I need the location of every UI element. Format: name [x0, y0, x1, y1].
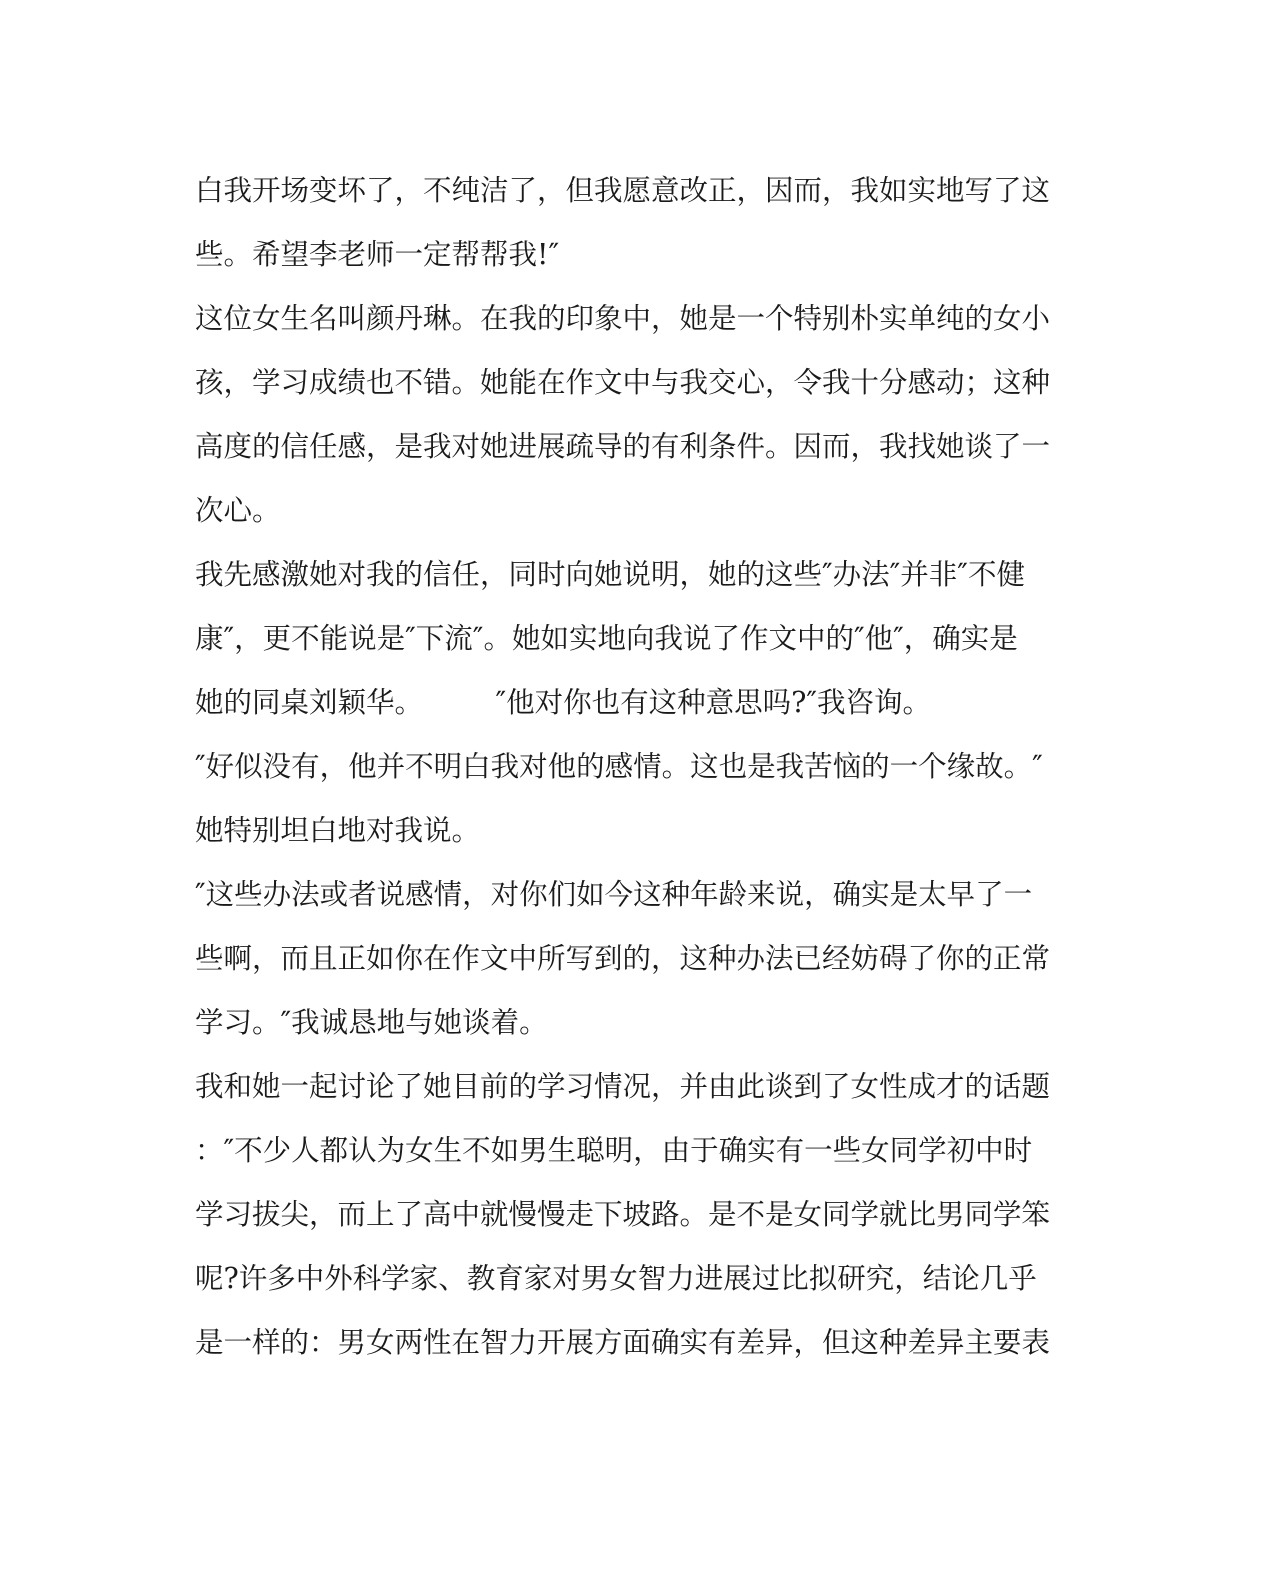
text-line: 白我开场变坏了，不纯洁了，但我愿意改正，因而，我如实地写了这 — [195, 174, 1051, 207]
text-line: 次心。 — [195, 494, 281, 527]
text-line: ″这些办法或者说感情，对你们如今这种年龄来说，确实是太早了一 — [195, 878, 1033, 911]
text-line: 她特别坦白地对我说。 — [195, 814, 481, 847]
text-line: 学习。″我诚恳地与她谈着。 — [195, 1006, 548, 1039]
text-line: 这位女生名叫颜丹琳。在我的印象中，她是一个特别朴实单纯的女小 — [195, 302, 1051, 335]
text-line: 些。希望李老师一定帮帮我!″ — [195, 238, 560, 271]
body-text — [195, 162, 1065, 1378]
text-line: 学习拔尖，而上了高中就慢慢走下坡路。是不是女同学就比男同学笨 — [195, 1198, 1051, 1231]
text-line: 高度的信任感，是我对她进展疏导的有利条件。因而，我找她谈了一 — [195, 430, 1051, 463]
text-line: 我和她一起讨论了她目前的学习情况，并由此谈到了女性成才的话题 — [195, 1070, 1051, 1103]
text-line: 呢?许多中外科学家、教育家对男女智力进展过比拟研究，结论几乎 — [195, 1262, 1037, 1295]
text-line: 她的同桌刘颖华。 ″他对你也有这种意思吗?″我咨询。 — [195, 686, 932, 719]
text-line: ″好似没有，他并不明白我对他的感情。这也是我苦恼的一个缘故。″ — [195, 750, 1043, 783]
text-line: 康″，更不能说是″下流″。她如实地向我说了作文中的″他″，确实是 — [195, 622, 1018, 655]
text-line: 孩，学习成绩也不错。她能在作文中与我交心，令我十分感动；这种 — [195, 366, 1051, 399]
text-line: 我先感激她对我的信任，同时向她说明，她的这些″办法″并非″不健 — [195, 558, 1025, 591]
text-line: 些啊，而且正如你在作文中所写到的，这种办法已经妨碍了你的正常 — [195, 942, 1051, 975]
text-line: 是一样的：男女两性在智力开展方面确实有差异，但这种差异主要表 — [195, 1326, 1051, 1359]
text-line: ：″不少人都认为女生不如男生聪明，由于确实有一些女同学初中时 — [195, 1134, 1033, 1167]
